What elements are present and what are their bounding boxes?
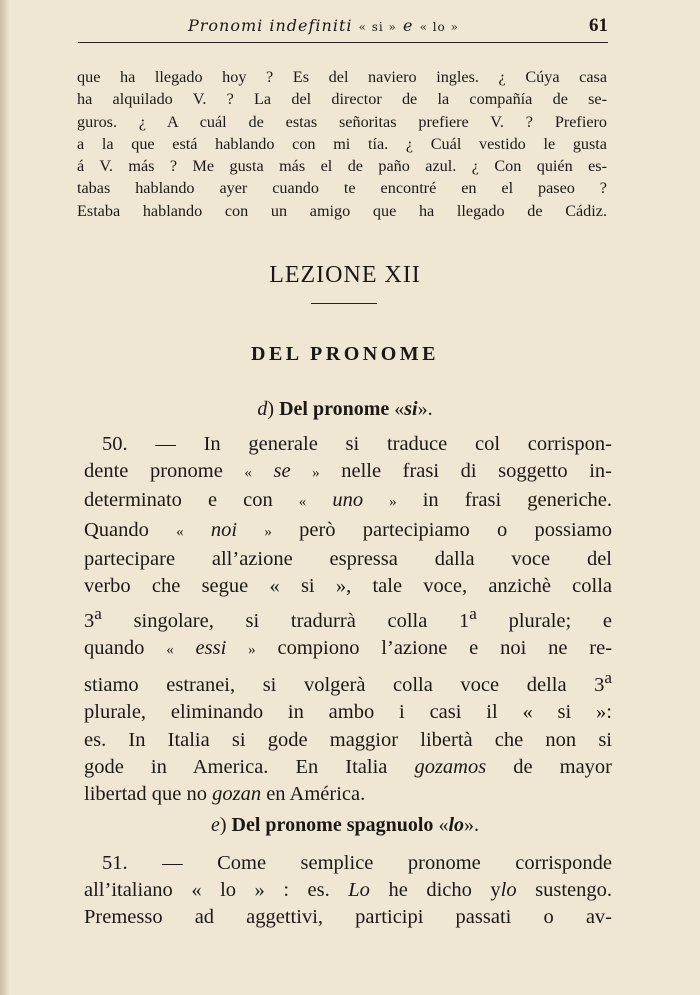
page-number: 61	[589, 15, 608, 36]
text-line: tabas hablando ayer cuando te encontré en el paseo ?	[77, 179, 607, 198]
text-line: all’italiano « lo » : es. Lo he dicho ylo sustengo.	[84, 879, 613, 902]
section-heading-lo: e) Del pronome spagnuolo «lo».	[210, 814, 479, 836]
text-line: dente pronome « se » nelle frasi di soggetto in-	[84, 460, 612, 483]
text-line: plurale, eliminando in ambo i casi il « si »:	[84, 701, 612, 724]
text-line: 51. — Come semplice pronome corrisponde	[102, 852, 613, 874]
text-line: stiamo estranei, si volgerà colla voce della 3$^a$	[84, 668, 612, 697]
text-line: Quando « noi » però partecipiamo o possiamo	[84, 518, 612, 541]
text-line: verbo che segue « si », tale voce, anzichè colla	[84, 575, 612, 598]
text-line: Estaba hablando con un amigo que ha llegado de Cádiz.	[77, 201, 607, 220]
running-header	[78, 16, 608, 43]
text-line: que ha llegado hoy ? Es del naviero ingles. ¿ Cúya casa	[77, 68, 607, 86]
text-line: quando « essi » compiono l’azione e noi ne re-	[84, 637, 613, 660]
text-line: Premesso ad aggettivi, participi passati o av-	[84, 906, 612, 929]
exercise-text	[77, 66, 607, 222]
text-line: es. In Italia si gode maggior libertà che non si	[84, 728, 612, 751]
text-line: ha alquilado V. ? La del director de la compañía de se-	[77, 90, 607, 109]
text-line: gode in America. En Italia gozamos de mayor	[84, 755, 613, 778]
text-line: 3$^a$ singolare, si tradurrà colla 1$^a$ plurale; e	[84, 604, 613, 633]
text-line: partecipare all’azione espressa dalla voce del	[84, 547, 612, 570]
running-title: Pronomi indefiniti « si » e « lo »	[188, 16, 459, 35]
text-line: guros. ¿ A cuál de estas señoritas prefiere V. ? Prefiero	[77, 112, 607, 131]
paragraph-51	[84, 850, 612, 932]
text-line: libertad que no gozan en América.	[84, 783, 366, 806]
page-edge	[0, 0, 10, 995]
text-line: 50. — In generale si traduce col corrispon-	[102, 433, 613, 455]
title-rule	[311, 303, 377, 304]
text-line: á V. más ? Me gusta más el de paño azul. ¿ Con quién es-	[77, 157, 607, 176]
text-line: a la que está hablando con mi tía. ¿ Cuál vestido le gusta	[77, 134, 607, 153]
section-heading-si: d) Del pronome «si».	[257, 398, 433, 420]
lesson-title: LEZIONE XII	[269, 262, 421, 288]
chapter-title: DEL PRONOME	[251, 343, 439, 365]
paragraph-50	[84, 431, 612, 808]
text-line: determinato e con « uno » in frasi generiche.	[84, 489, 613, 512]
